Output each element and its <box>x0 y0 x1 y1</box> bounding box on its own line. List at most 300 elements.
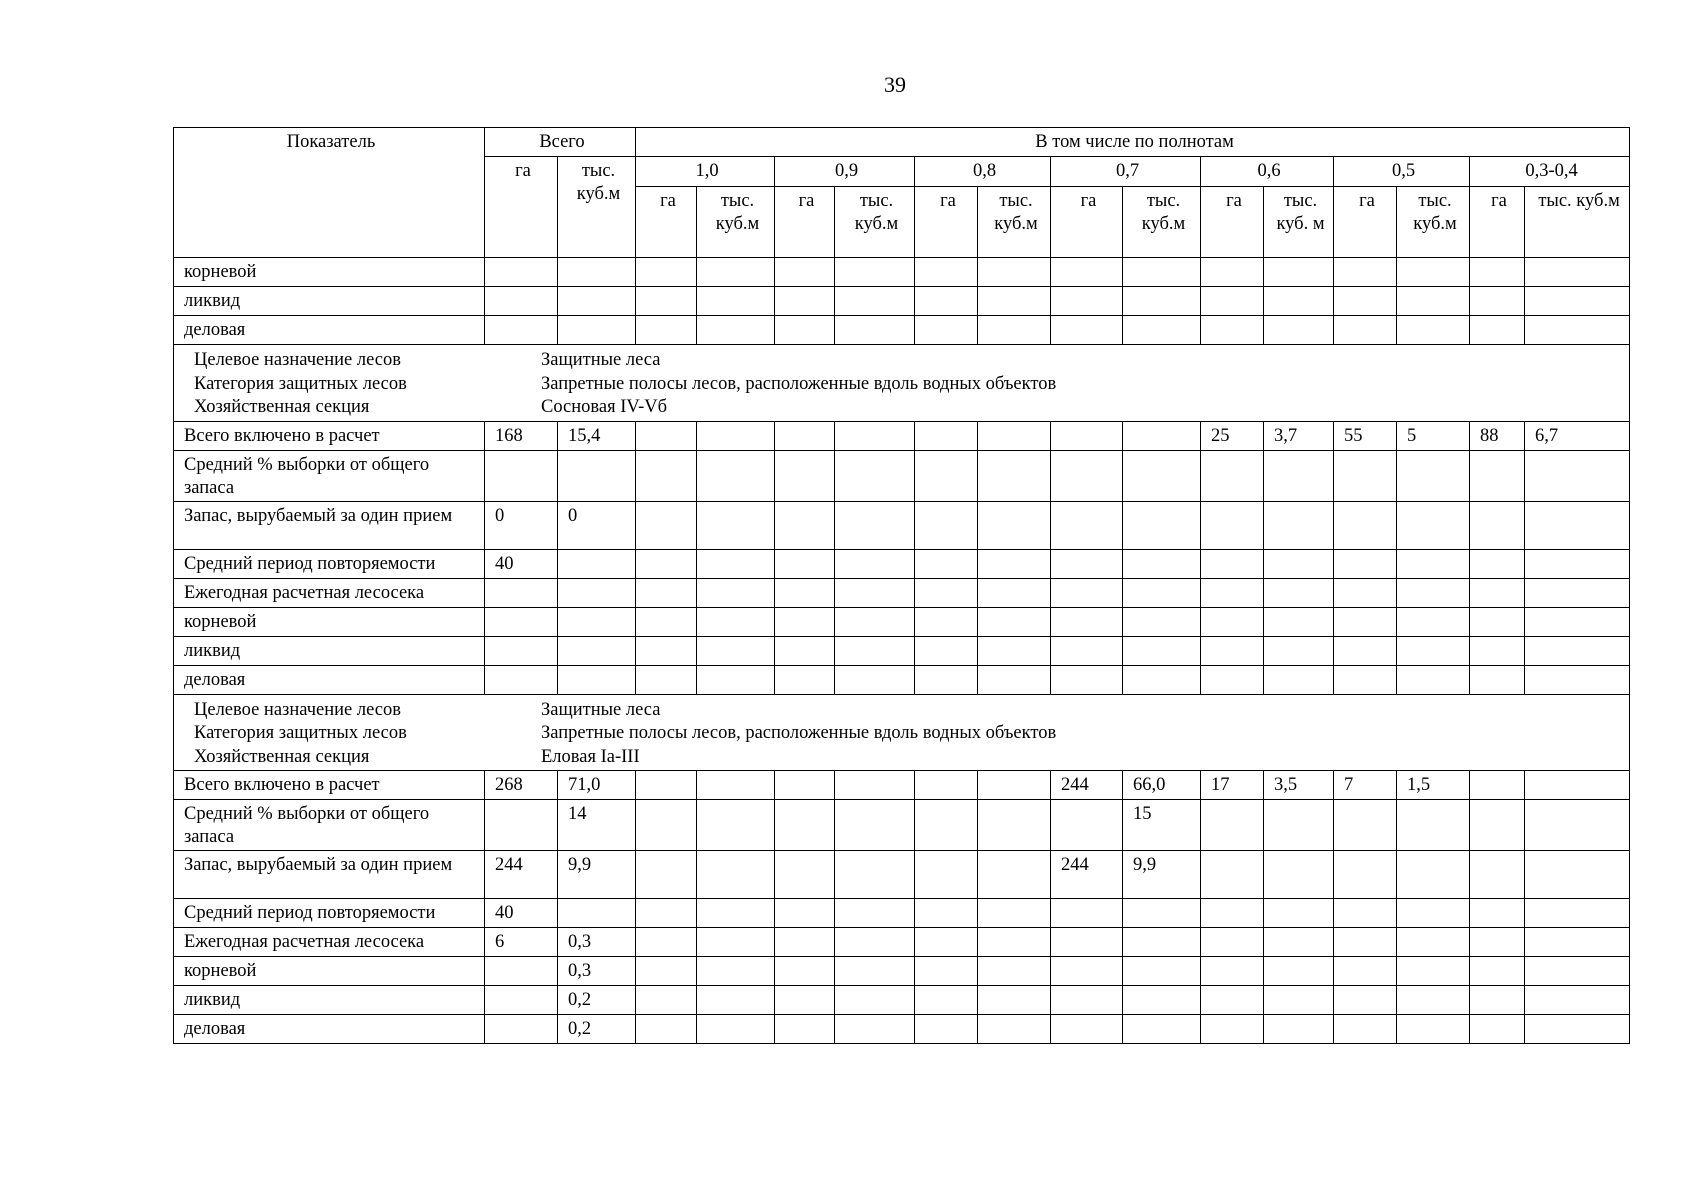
row-label: Всего включено в расчет <box>174 771 485 800</box>
table-cell <box>1525 501 1630 549</box>
header-density-0-7: 0,7 <box>1051 157 1201 187</box>
table-cell <box>1397 549 1470 578</box>
section-field-label: Целевое назначение лесов <box>194 699 401 720</box>
table-cell <box>485 665 558 694</box>
table-cell <box>1525 851 1630 899</box>
table-cell <box>636 1015 697 1044</box>
table-cell <box>978 421 1051 450</box>
table-cell <box>485 636 558 665</box>
table-cell <box>1397 258 1470 287</box>
table-cell <box>1470 549 1525 578</box>
table-cell <box>558 607 636 636</box>
table-cell <box>835 1015 915 1044</box>
table-cell <box>978 986 1051 1015</box>
table-cell: 0,2 <box>558 986 636 1015</box>
table-row <box>174 316 1630 345</box>
row-label: Средний % выборки от общего запаса <box>174 800 485 851</box>
table-cell <box>636 421 697 450</box>
table-cell <box>1334 636 1397 665</box>
table-cell <box>775 316 835 345</box>
table-cell <box>636 287 697 316</box>
table-cell <box>915 851 978 899</box>
table-cell: 66,0 <box>1123 771 1201 800</box>
table-cell <box>915 928 978 957</box>
table-cell <box>915 549 978 578</box>
table-cell <box>775 636 835 665</box>
table-cell <box>558 578 636 607</box>
table-cell <box>1051 636 1123 665</box>
table-row <box>174 549 1630 578</box>
table-cell <box>1051 450 1123 501</box>
table-cell <box>915 636 978 665</box>
row-label: Всего включено в расчет <box>174 421 485 450</box>
table-cell <box>485 1015 558 1044</box>
table-cell <box>697 800 775 851</box>
table-cell <box>1525 607 1630 636</box>
header-volume: тыс. куб.м <box>1123 187 1201 258</box>
section-field-label: Категория защитных лесов <box>194 373 407 394</box>
table-cell <box>1470 771 1525 800</box>
table-cell <box>1051 665 1123 694</box>
table-cell <box>1334 607 1397 636</box>
section-field-label: Целевое назначение лесов <box>194 350 401 370</box>
table-cell <box>1525 549 1630 578</box>
table-cell <box>1201 287 1264 316</box>
table-cell <box>1123 899 1201 928</box>
table-cell <box>558 549 636 578</box>
table-cell <box>835 771 915 800</box>
table-cell <box>915 1015 978 1044</box>
table-cell <box>1051 578 1123 607</box>
table-cell <box>978 578 1051 607</box>
table-cell: 0 <box>485 501 558 549</box>
table-cell <box>558 316 636 345</box>
table-cell <box>697 928 775 957</box>
table-cell <box>1525 258 1630 287</box>
row-label: Средний % выборки от общего запаса <box>174 450 485 501</box>
table-cell <box>1051 287 1123 316</box>
table-cell <box>1397 578 1470 607</box>
header-volume: тыс. куб.м <box>835 187 915 258</box>
table-cell <box>1334 450 1397 501</box>
table-cell <box>1123 928 1201 957</box>
table-cell <box>1525 1015 1630 1044</box>
table-cell <box>835 957 915 986</box>
table-cell <box>697 578 775 607</box>
table-cell <box>978 1015 1051 1044</box>
table-cell: 40 <box>485 549 558 578</box>
section-header <box>174 345 1630 422</box>
header-volume: тыс. куб.м <box>1397 187 1470 258</box>
table-cell <box>1525 986 1630 1015</box>
header-ha: га <box>915 187 978 258</box>
table-cell <box>978 800 1051 851</box>
table-cell <box>775 928 835 957</box>
table-cell: 0,3 <box>558 957 636 986</box>
table-cell <box>636 450 697 501</box>
table-cell <box>1525 899 1630 928</box>
table-cell <box>1264 986 1334 1015</box>
table-cell <box>1397 450 1470 501</box>
table-cell: 9,9 <box>558 851 636 899</box>
table-row <box>174 578 1630 607</box>
table-cell <box>1470 258 1525 287</box>
table-cell <box>775 287 835 316</box>
table-cell <box>1525 800 1630 851</box>
table-cell: 9,9 <box>1123 851 1201 899</box>
table-cell <box>1123 578 1201 607</box>
table-cell <box>1123 287 1201 316</box>
table-cell <box>915 258 978 287</box>
table-cell <box>1264 258 1334 287</box>
header-total: Всего <box>485 128 636 157</box>
table-row <box>174 771 1630 800</box>
table-row <box>174 851 1630 899</box>
table-cell <box>1397 986 1470 1015</box>
table-cell <box>1470 851 1525 899</box>
table-cell <box>835 899 915 928</box>
table-cell: 15 <box>1123 800 1201 851</box>
table-cell <box>1334 928 1397 957</box>
table-cell <box>1123 421 1201 450</box>
table-cell <box>1201 258 1264 287</box>
table-cell <box>978 607 1051 636</box>
section-field-value: Запретные полосы лесов, расположенные вдоль водных объектов <box>541 373 1057 394</box>
table-cell <box>1201 636 1264 665</box>
table-cell <box>697 1015 775 1044</box>
table-cell <box>1525 636 1630 665</box>
table-cell <box>697 957 775 986</box>
table-cell <box>1051 549 1123 578</box>
header-indicator: Показатель <box>174 128 485 258</box>
table-cell <box>1201 957 1264 986</box>
table-cell <box>1123 1015 1201 1044</box>
table-cell <box>978 501 1051 549</box>
header-ha: га <box>1201 187 1264 258</box>
row-label: Запас, вырубаемый за один прием <box>174 501 485 549</box>
header-density-1-0: 1,0 <box>636 157 775 187</box>
table-cell <box>1264 1015 1334 1044</box>
table-cell <box>915 665 978 694</box>
table-cell <box>1334 578 1397 607</box>
table-cell <box>835 258 915 287</box>
table-cell <box>775 665 835 694</box>
table-cell <box>775 450 835 501</box>
table-cell: 3,5 <box>1264 771 1334 800</box>
table-cell <box>775 578 835 607</box>
table-cell <box>915 957 978 986</box>
table-cell <box>1201 578 1264 607</box>
section-header-row <box>174 694 1630 771</box>
table-cell <box>978 287 1051 316</box>
table-cell <box>775 1015 835 1044</box>
table-cell <box>835 851 915 899</box>
header-total-volume: тыс. куб.м <box>558 157 636 258</box>
table-cell <box>835 578 915 607</box>
row-label: деловая <box>174 1015 485 1044</box>
table-cell <box>978 957 1051 986</box>
header-by-density: В том числе по полнотам <box>636 128 1630 157</box>
table-cell <box>835 607 915 636</box>
table-cell: 7 <box>1334 771 1397 800</box>
table-row <box>174 1015 1630 1044</box>
table-cell <box>1470 899 1525 928</box>
table-cell <box>775 607 835 636</box>
table-cell <box>835 501 915 549</box>
table-cell <box>1334 800 1397 851</box>
table-row <box>174 928 1630 957</box>
table-cell <box>1397 501 1470 549</box>
table-cell <box>485 986 558 1015</box>
section-field-value: Защитные леса <box>541 699 661 720</box>
table-cell <box>636 607 697 636</box>
table-cell <box>1334 258 1397 287</box>
table-row <box>174 287 1630 316</box>
table-cell <box>915 800 978 851</box>
table-cell <box>558 636 636 665</box>
table-cell <box>835 450 915 501</box>
table-cell <box>1051 501 1123 549</box>
table-cell <box>1201 549 1264 578</box>
table-cell <box>1264 899 1334 928</box>
table-cell <box>1334 501 1397 549</box>
table-cell <box>1264 549 1334 578</box>
table-cell <box>485 316 558 345</box>
row-label: ликвид <box>174 986 485 1015</box>
table-cell <box>1201 450 1264 501</box>
section-field-label: Хозяйственная секция <box>194 746 370 767</box>
table-cell <box>1051 607 1123 636</box>
table-cell <box>1525 578 1630 607</box>
table-cell <box>1334 287 1397 316</box>
table-cell <box>1051 928 1123 957</box>
row-label: Запас, вырубаемый за один прием <box>174 851 485 899</box>
table-cell <box>636 501 697 549</box>
table-cell <box>775 771 835 800</box>
table-cell <box>1470 501 1525 549</box>
table-cell: 55 <box>1334 421 1397 450</box>
table-cell <box>1525 957 1630 986</box>
table-cell <box>697 287 775 316</box>
section-header <box>174 694 1630 771</box>
table-cell <box>697 316 775 345</box>
table-cell <box>978 899 1051 928</box>
table-cell <box>1123 316 1201 345</box>
table-cell <box>558 258 636 287</box>
table-cell <box>1525 928 1630 957</box>
table-cell <box>1525 316 1630 345</box>
table-row <box>174 800 1630 851</box>
table-row <box>174 421 1630 450</box>
row-label: ликвид <box>174 287 485 316</box>
table-cell <box>1123 636 1201 665</box>
table-cell <box>915 450 978 501</box>
table-cell <box>1123 450 1201 501</box>
table-row <box>174 899 1630 928</box>
table-cell: 0 <box>558 501 636 549</box>
table-cell <box>1201 316 1264 345</box>
table-cell <box>775 549 835 578</box>
table-cell <box>636 899 697 928</box>
table-cell <box>1470 665 1525 694</box>
row-label: Средний период повторяемости <box>174 549 485 578</box>
table-cell <box>485 258 558 287</box>
table-cell: 244 <box>1051 771 1123 800</box>
table-cell <box>915 316 978 345</box>
table-cell <box>978 771 1051 800</box>
table-cell <box>1525 450 1630 501</box>
table-cell <box>1264 636 1334 665</box>
row-label: деловая <box>174 316 485 345</box>
table-cell <box>1397 957 1470 986</box>
table-cell <box>775 501 835 549</box>
table-cell <box>1123 607 1201 636</box>
header-density-0-6: 0,6 <box>1201 157 1334 187</box>
table-cell <box>1201 665 1264 694</box>
table-cell <box>978 665 1051 694</box>
header-volume: тыс. куб.м <box>697 187 775 258</box>
table-cell <box>1264 957 1334 986</box>
section-field-label: Хозяйственная секция <box>194 397 370 417</box>
row-label: Средний период повторяемости <box>174 899 485 928</box>
table-cell <box>915 501 978 549</box>
table-cell <box>558 287 636 316</box>
table-cell <box>1525 665 1630 694</box>
table-cell <box>978 928 1051 957</box>
table-cell <box>1051 957 1123 986</box>
table-cell <box>636 800 697 851</box>
table-cell <box>636 258 697 287</box>
table-cell <box>1470 986 1525 1015</box>
table-cell <box>1397 636 1470 665</box>
table-cell <box>636 771 697 800</box>
table-cell <box>697 899 775 928</box>
table-cell <box>697 851 775 899</box>
table-cell <box>1334 851 1397 899</box>
table-cell <box>1051 316 1123 345</box>
table-cell: 268 <box>485 771 558 800</box>
table-cell: 6,7 <box>1525 421 1630 450</box>
table-cell <box>636 665 697 694</box>
table-cell <box>636 316 697 345</box>
table-cell <box>1334 957 1397 986</box>
header-ha: га <box>775 187 835 258</box>
table-cell <box>1397 607 1470 636</box>
table-cell <box>775 800 835 851</box>
table-row <box>174 450 1630 501</box>
table-cell <box>1264 578 1334 607</box>
table-cell <box>1397 1015 1470 1044</box>
table-cell <box>1470 316 1525 345</box>
table-cell <box>1123 501 1201 549</box>
table-row <box>174 607 1630 636</box>
table-cell <box>978 258 1051 287</box>
table-cell: 71,0 <box>558 771 636 800</box>
table-cell <box>1334 549 1397 578</box>
table-cell: 25 <box>1201 421 1264 450</box>
table-cell <box>835 549 915 578</box>
table-cell <box>558 665 636 694</box>
header-total-ha: га <box>485 157 558 258</box>
table-cell <box>835 636 915 665</box>
table-cell <box>1264 450 1334 501</box>
table-cell <box>1470 287 1525 316</box>
table-cell <box>1051 800 1123 851</box>
row-label: ликвид <box>174 636 485 665</box>
table-cell <box>1264 287 1334 316</box>
table-cell <box>1397 851 1470 899</box>
table-cell <box>1123 549 1201 578</box>
table-cell <box>1201 607 1264 636</box>
table-cell <box>1264 800 1334 851</box>
table-cell <box>835 665 915 694</box>
table-cell <box>835 421 915 450</box>
table-cell <box>636 636 697 665</box>
header-density-0-3-0-4: 0,3-0,4 <box>1470 157 1630 187</box>
table-cell <box>775 899 835 928</box>
table-cell: 168 <box>485 421 558 450</box>
table-cell <box>1470 928 1525 957</box>
table-cell <box>978 450 1051 501</box>
table-cell <box>1334 665 1397 694</box>
table-cell <box>1470 1015 1525 1044</box>
table-cell: 0,2 <box>558 1015 636 1044</box>
table-cell: 244 <box>1051 851 1123 899</box>
table-cell <box>1123 258 1201 287</box>
table-cell <box>915 607 978 636</box>
table-cell <box>636 986 697 1015</box>
header-volume: тыс. куб.м <box>978 187 1051 258</box>
table-cell <box>1334 986 1397 1015</box>
table-cell <box>636 578 697 607</box>
table-cell <box>775 957 835 986</box>
table-cell <box>1264 501 1334 549</box>
table-cell <box>697 636 775 665</box>
table-body <box>174 128 1630 1044</box>
table-cell: 5 <box>1397 421 1470 450</box>
table-cell <box>1051 899 1123 928</box>
table-cell <box>1397 800 1470 851</box>
table-cell <box>1123 957 1201 986</box>
row-label: корневой <box>174 957 485 986</box>
table-cell: 244 <box>485 851 558 899</box>
table-cell <box>1397 899 1470 928</box>
table-row <box>174 258 1630 287</box>
row-label: корневой <box>174 258 485 287</box>
row-label: корневой <box>174 607 485 636</box>
table-cell <box>1397 665 1470 694</box>
table-cell <box>1201 928 1264 957</box>
table-row <box>174 986 1630 1015</box>
table-cell <box>485 287 558 316</box>
table-cell <box>1123 986 1201 1015</box>
table-cell <box>978 549 1051 578</box>
table-cell: 15,4 <box>558 421 636 450</box>
section-field-value: Защитные леса <box>541 350 661 370</box>
table-cell <box>1470 607 1525 636</box>
table-cell: 6 <box>485 928 558 957</box>
page-number: 39 <box>884 72 906 97</box>
row-label: деловая <box>174 665 485 694</box>
table-cell: 0,3 <box>558 928 636 957</box>
cutting-area-table <box>173 127 1630 1044</box>
table-cell <box>485 450 558 501</box>
table-cell <box>636 851 697 899</box>
section-field-label: Категория защитных лесов <box>194 723 407 743</box>
table-row <box>174 501 1630 549</box>
table-cell <box>697 665 775 694</box>
header-ha: га <box>1051 187 1123 258</box>
